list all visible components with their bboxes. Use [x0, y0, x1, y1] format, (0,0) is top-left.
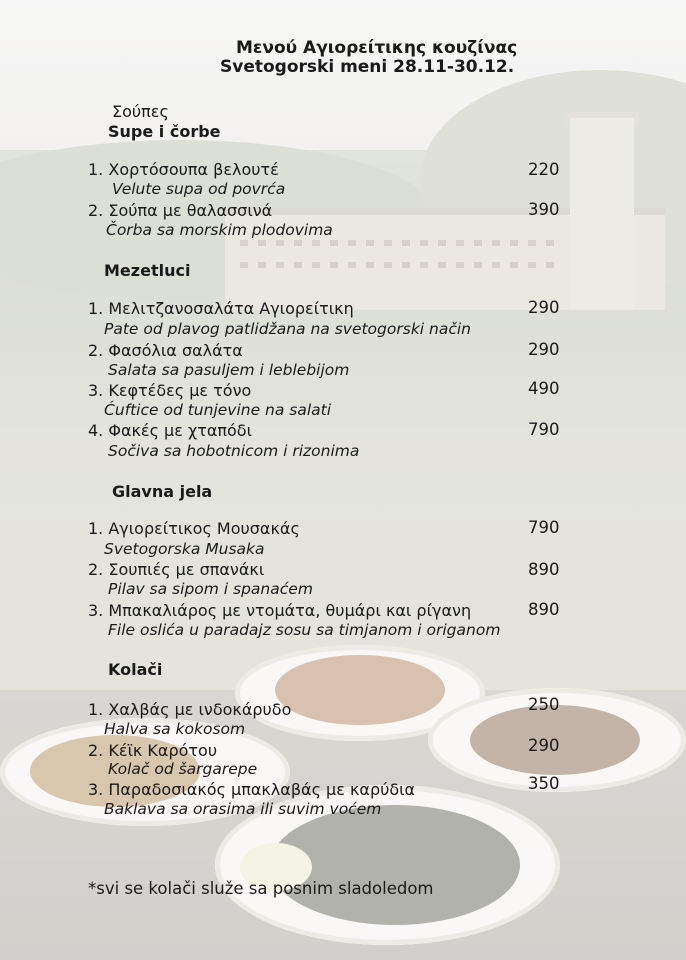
dish-name-serbian: Baklava sa orasima ili suvim voćem — [104, 800, 382, 818]
dish-name-greek: 3. Παραδοσιακός μπακλαβάς με καρύδια — [88, 780, 416, 799]
dish-name-greek: 2. Κέϊκ Καρότου — [88, 741, 218, 760]
dish-price: 390 — [528, 200, 560, 219]
dish-price: 490 — [528, 379, 560, 398]
dish-name-greek: 1. Μελιτζανοσαλάτα Αγιορείτικη — [88, 299, 354, 318]
dish-name-serbian: Pilav sa sipom i spanaćem — [108, 580, 313, 598]
dish-name-greek: 3. Κεφτέδες με τόνο — [88, 381, 252, 400]
section-title: Supe i čorbe — [108, 122, 221, 141]
dish-name-serbian: Pate od plavog patlidžana na svetogorski način — [104, 320, 471, 338]
dish-name-serbian: Svetogorska Musaka — [104, 540, 265, 558]
dish-price: 890 — [528, 600, 560, 619]
dish-name-serbian: Salata sa pasuljem i leblebijom — [108, 361, 350, 379]
dish-name-greek: 4. Φακές με χταπόδι — [88, 421, 253, 440]
section-title: Kolači — [108, 660, 163, 679]
dish-name-greek: 2. Σούπα με θαλασσινά — [88, 201, 273, 220]
menu-title-serbian: Svetogorski meni 28.11-30.12. — [220, 57, 515, 77]
dish-price: 220 — [528, 160, 560, 179]
dish-name-greek: 3. Μπακαλιάρος με ντομάτα, θυμάρι και ρίγανη — [88, 601, 472, 620]
dish-name-serbian: Kolač od šargarepe — [108, 760, 258, 778]
dish-name-greek: 2. Φασόλια σαλάτα — [88, 341, 243, 360]
dish-name-serbian: Velute supa od povrća — [112, 180, 286, 198]
dish-name-serbian: Ćuftice od tunjevine na salati — [104, 401, 332, 419]
dish-price: 290 — [528, 736, 560, 755]
dish-price: 290 — [528, 298, 560, 317]
dish-price: 790 — [528, 420, 560, 439]
section-title: Mezetluci — [104, 261, 191, 280]
dish-name-serbian: Sočiva sa hobotnicom i rizonima — [108, 442, 360, 460]
dish-price: 290 — [528, 340, 560, 359]
dish-price: 350 — [528, 774, 560, 793]
dish-name-serbian: Halva sa kokosom — [104, 720, 246, 738]
menu-title-greek: Μενού Αγιορείτικης κουζίνας — [236, 38, 518, 58]
section-title: Glavna jela — [112, 482, 213, 501]
dish-name-serbian: File oslića u paradajz sosu sa timjanom i origanom — [108, 621, 501, 639]
dish-price: 250 — [528, 695, 560, 714]
section-title-greek: Σούπες — [112, 102, 169, 121]
dish-name-greek: 1. Αγιορείτικος Μουσακάς — [88, 519, 300, 538]
dish-name-serbian: Čorba sa morskim plodovima — [106, 221, 333, 239]
dish-price: 890 — [528, 560, 560, 579]
dish-name-greek: 2. Σουπιές με σπανάκι — [88, 560, 265, 579]
dish-price: 790 — [528, 518, 560, 537]
dish-name-greek: 1. Χαλβάς με ινδοκάρυδο — [88, 700, 292, 719]
footnote: *svi se kolači služe sa posnim sladoledom — [88, 879, 434, 898]
dish-name-greek: 1. Χορτόσουπα βελουτέ — [88, 160, 279, 179]
